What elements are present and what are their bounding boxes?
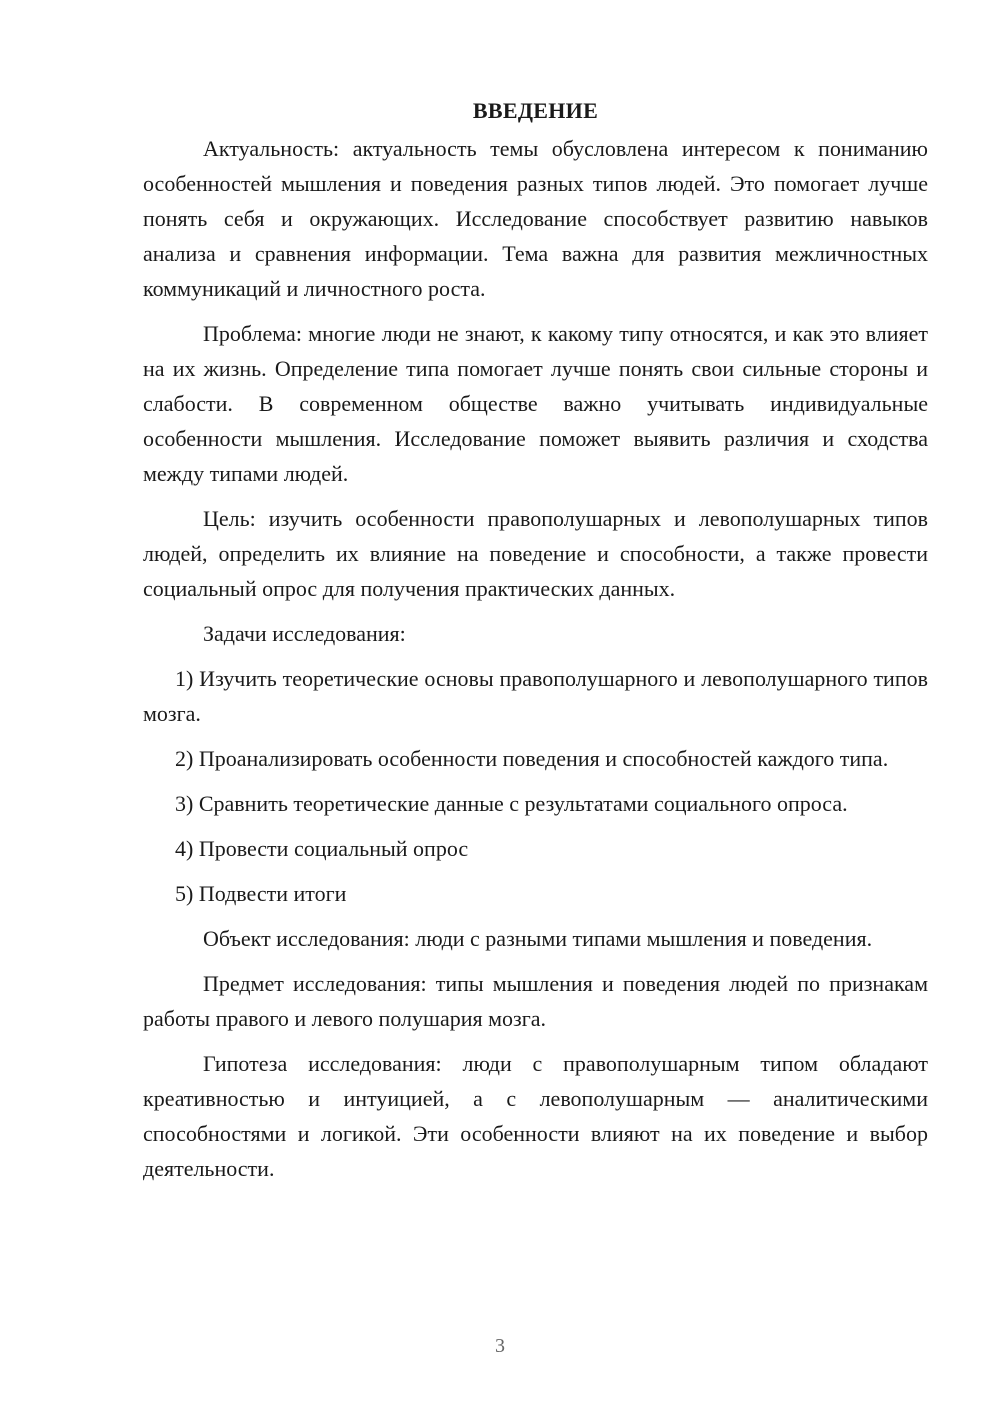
problem-paragraph: Проблема: многие люди не знают, к какому типу относятся, и как это влияет на их жизнь. Определение типа помогает лучше понять свои сильные стороны и слабости. В современном обществе важно учитывать индивидуальные особенности мышления. Исследование поможет выявить различия и сходства между типами людей. [143, 321, 928, 486]
task-item: 2) Проанализировать особенности поведения и способностей каждого типа. [175, 746, 889, 771]
tasks-heading: Задачи исследования: [203, 621, 406, 646]
page-title: ВВЕДЕНИЕ [472, 98, 599, 123]
goal-paragraph: Цель: изучить особенности правополушарных и левополушарных типов людей, определить их влияние на поведение и способности, а также провести социальный опрос для получения практических данных. [143, 506, 928, 601]
task-item: 3) Сравнить теоретические данные с результатами социального опроса. [175, 791, 848, 816]
document-page [143, 95, 928, 1196]
relevance-paragraph: Актуальность: актуальность темы обусловлена интересом к пониманию особенностей мышления и поведения разных типов людей. Это помогает лучше понять себя и окружающих. Исследование способствует развитию навыков анализа и сравнения информации. Тема важна для развития межличностных коммуникаций и личностного роста. [143, 136, 928, 301]
page-number: 3 [495, 1335, 505, 1357]
subject-paragraph: Предмет исследования: типы мышления и поведения людей по признакам работы правого и левого полушария мозга. [143, 971, 928, 1031]
task-item: 5) Подвести итоги [175, 881, 347, 906]
object-paragraph: Объект исследования: люди с разными типами мышления и поведения. [203, 926, 873, 951]
hypothesis-paragraph: Гипотеза исследования: люди с правополушарным типом обладают креативностью и интуицией, а с левополушарным — аналитическими способностями и логикой. Эти особенности влияют на их поведение и выбор деятельности. [143, 1051, 928, 1181]
task-item: 1) Изучить теоретические основы правополушарного и левополушарного типов мозга. [143, 666, 928, 726]
task-item: 4) Провести социальный опрос [175, 836, 469, 861]
